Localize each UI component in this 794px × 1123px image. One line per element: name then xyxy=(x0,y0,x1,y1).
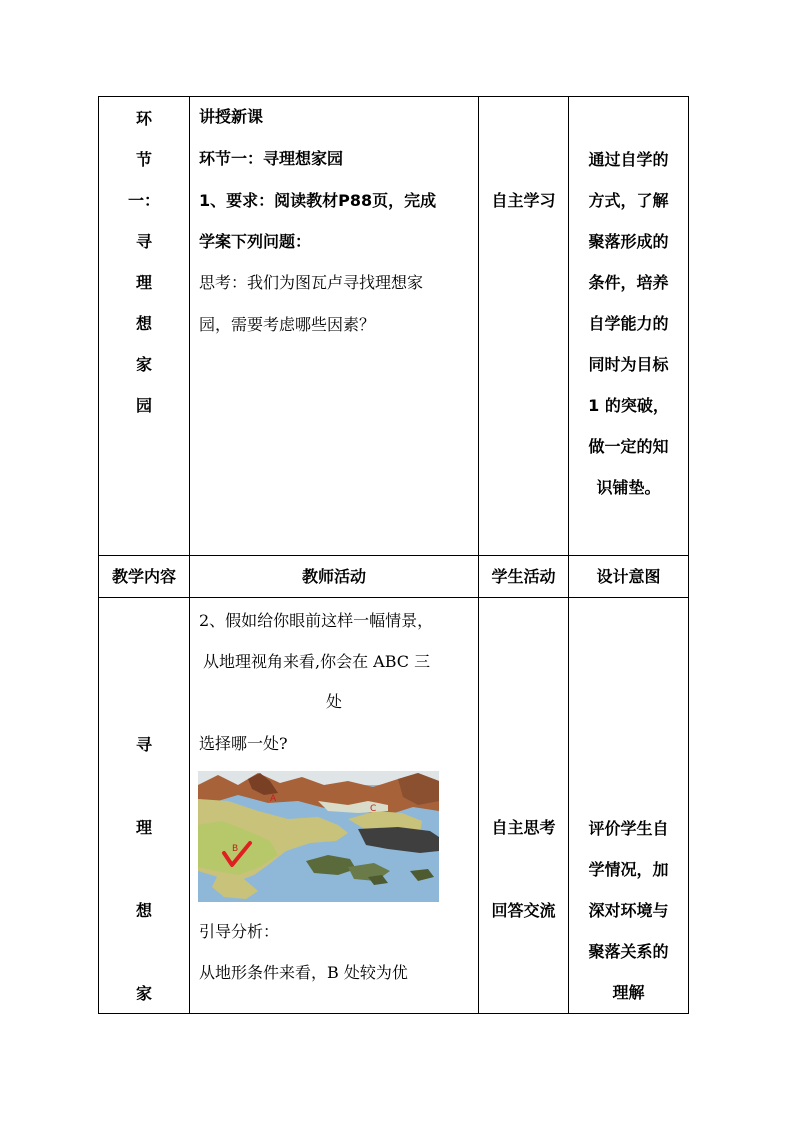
section1-vertical-char: 理 xyxy=(135,273,152,292)
header-row-bottom-border xyxy=(98,597,689,598)
section1-vertical-char: 园 xyxy=(135,396,152,415)
intent-line: 聚落形成的 xyxy=(588,232,669,251)
teacher-subheading: 环节一：寻理想家园 xyxy=(199,149,344,168)
section1-vertical-char: 环 xyxy=(135,109,152,128)
guidance-terrain-line: 从地形条件来看，B 处较为优 xyxy=(199,963,408,982)
label-a: A xyxy=(270,794,277,804)
intent-line: 评价学生自 xyxy=(588,819,669,838)
header-teacher-activity: 教师活动 xyxy=(301,567,366,586)
intent-line: 深对环境与 xyxy=(588,901,669,920)
section1-vertical-char: 想 xyxy=(135,314,152,333)
intent-line: 识铺垫。 xyxy=(596,478,661,497)
teacher-question-line1: 思考：我们为图瓦卢寻找理想家 xyxy=(199,273,424,292)
guidance-heading: 引导分析： xyxy=(199,922,280,941)
table-border-right xyxy=(688,96,689,1014)
question-line4: 选择哪一处? xyxy=(199,734,288,753)
label-c: C xyxy=(370,804,377,814)
teacher-question-line2: 园，需要考虑哪些因素？ xyxy=(199,315,376,334)
section1-vertical-char: 家 xyxy=(135,355,152,374)
student-answer-exchange: 回答交流 xyxy=(491,901,556,920)
section2-vertical-char: 理 xyxy=(135,818,152,837)
intent-line: 条件，培养 xyxy=(588,273,669,292)
intent-line: 同时为目标 xyxy=(588,355,669,374)
column-divider-2 xyxy=(478,96,479,1014)
table-border-top xyxy=(98,96,689,97)
teacher-requirement-line1: 1、要求：阅读教材P88页，完成 xyxy=(199,191,437,210)
intent-line: 聚落关系的 xyxy=(588,942,669,961)
question-line1: 2、假如给你眼前这样一幅情景， xyxy=(199,611,434,630)
section1-intent-column xyxy=(569,139,688,508)
intent-line: 通过自学的 xyxy=(588,150,669,169)
section1-vertical-char: 一： xyxy=(127,191,160,210)
teacher-heading: 讲授新课 xyxy=(199,107,264,126)
intent-line: 做一定的知 xyxy=(588,437,669,456)
intent-line: 学情况，加 xyxy=(588,860,669,879)
section2-vertical-char: 寻 xyxy=(135,735,152,754)
intent-line: 理解 xyxy=(612,983,645,1002)
intent-line: 自学能力的 xyxy=(588,314,669,333)
column-divider-1 xyxy=(189,96,190,1014)
landscape-illustration xyxy=(198,771,439,902)
section1-vertical-char: 节 xyxy=(135,150,152,169)
section2-vertical-char: 家 xyxy=(135,984,152,1003)
section1-content-column xyxy=(99,98,189,426)
student-think-independently: 自主思考 xyxy=(491,818,556,837)
teacher-requirement-line2: 学案下列问题： xyxy=(199,232,312,251)
section2-vertical-char: 想 xyxy=(135,901,152,920)
student-activity-self-study: 自主学习 xyxy=(491,191,556,210)
header-design-intent: 设计意图 xyxy=(596,567,661,586)
section1-vertical-char: 寻 xyxy=(135,232,152,251)
header-teaching-content: 教学内容 xyxy=(111,567,176,586)
table-border-bottom xyxy=(98,1013,689,1014)
question-line3: 处 xyxy=(325,692,342,711)
question-line2: 从地理视角来看,你会在 ABC 三 xyxy=(203,652,431,671)
section2-intent-column xyxy=(569,808,688,1013)
header-row-top-border xyxy=(98,555,689,556)
intent-line: 1 的突破， xyxy=(588,396,669,415)
header-student-activity: 学生活动 xyxy=(491,567,556,586)
label-b: B xyxy=(232,844,239,854)
intent-line: 方式，了解 xyxy=(588,191,669,210)
